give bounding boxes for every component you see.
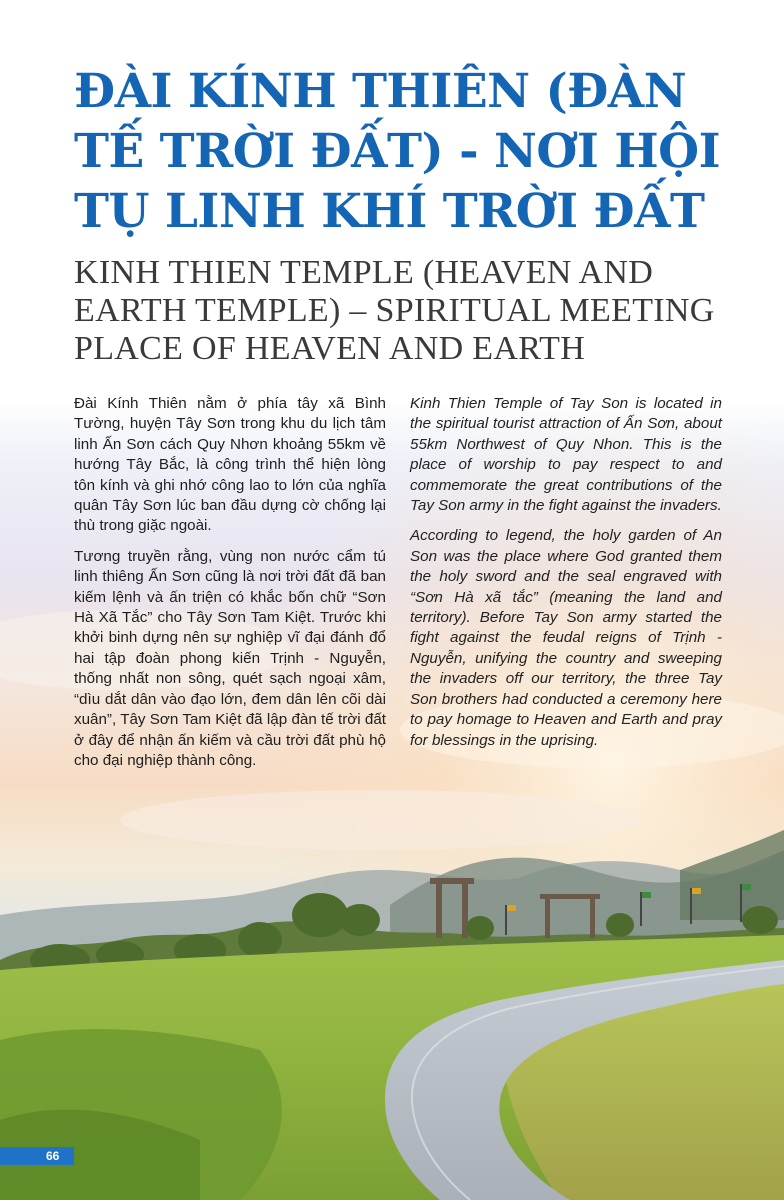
paragraph-english-1: Kinh Thien Temple of Tay Son is located in the spiritual tourist attraction of Ấn Sơn, about 55km Northwest of Quy Nhon. This is the place of worship to pay respect to and commemorate the great contributions of the Tay Son army in the fight against the invaders. — [410, 395, 722, 515]
body-column-english — [410, 394, 722, 761]
paragraph-vietnamese-2: Tương truyền rằng, vùng non nước cẩm tú linh thiêng Ấn Sơn cũng là nơi trời đất đã ban kiếm lệnh và ấn triện có khắc bốn chữ “Sơn Hà Xã Tắc” cho Tây Sơn Tam Kiệt. Trước khi khởi binh dựng nên sự nghiệp vĩ đại đánh đổ hai tập đoàn phong kiến Trịnh - Nguyễn, thống nhất non sông, quét sạch ngoại xâm, “dìu dắt dân vào đạo lớn, đem dân lên cõi dài xuân”, Tây Sơn Tam Kiệt đã lập đàn tế trời đất ở đây để nhận ấn kiếm và cầu trời đất phù hộ cho đại nghiệp thành công. — [74, 547, 386, 769]
title-vietnamese: ĐÀI KÍNH THIÊN (ĐÀN TẾ TRỜI ĐẤT) - NƠI HỘI TỤ LINH KHÍ TRỜI ĐẤT — [74, 64, 721, 239]
page-number: 66 — [46, 1149, 60, 1163]
body-column-vietnamese — [74, 394, 386, 781]
paragraph-vietnamese-1: Đài Kính Thiên nằm ở phía tây xã Bình Tường, huyện Tây Sơn trong khu du lịch tâm linh Ấn Sơn cách Quy Nhơn khoảng 55km về hướng Tây Bắc, là công trình thể hiện lòng tôn kính và ghi nhớ công lao to lớn của nghĩa quân Tây Sơn lúc ban đầu dựng cờ chống lại thù trong giặc ngoài. — [74, 395, 386, 535]
title-english: KINH THIEN TEMPLE (HEAVEN AND EARTH TEMPLE) – SPIRITUAL MEETING PLACE OF HEAVEN AND EARTH — [74, 254, 715, 367]
paragraph-english-2: According to legend, the holy garden of An Son was the place where God granted them the holy sword and the seal engraved with “Sơn Hà xã tắc” (meaning the land and territory). Before Tay Son army started the fight against the feudal reigns of Trịnh - Nguyễn, unifying the country and sweeping the invaders off our territory, the three Tay Son brothers had conducted a ceremony here to pay homage to Heaven and Earth and pray for blessings in the uprising. — [410, 527, 722, 749]
